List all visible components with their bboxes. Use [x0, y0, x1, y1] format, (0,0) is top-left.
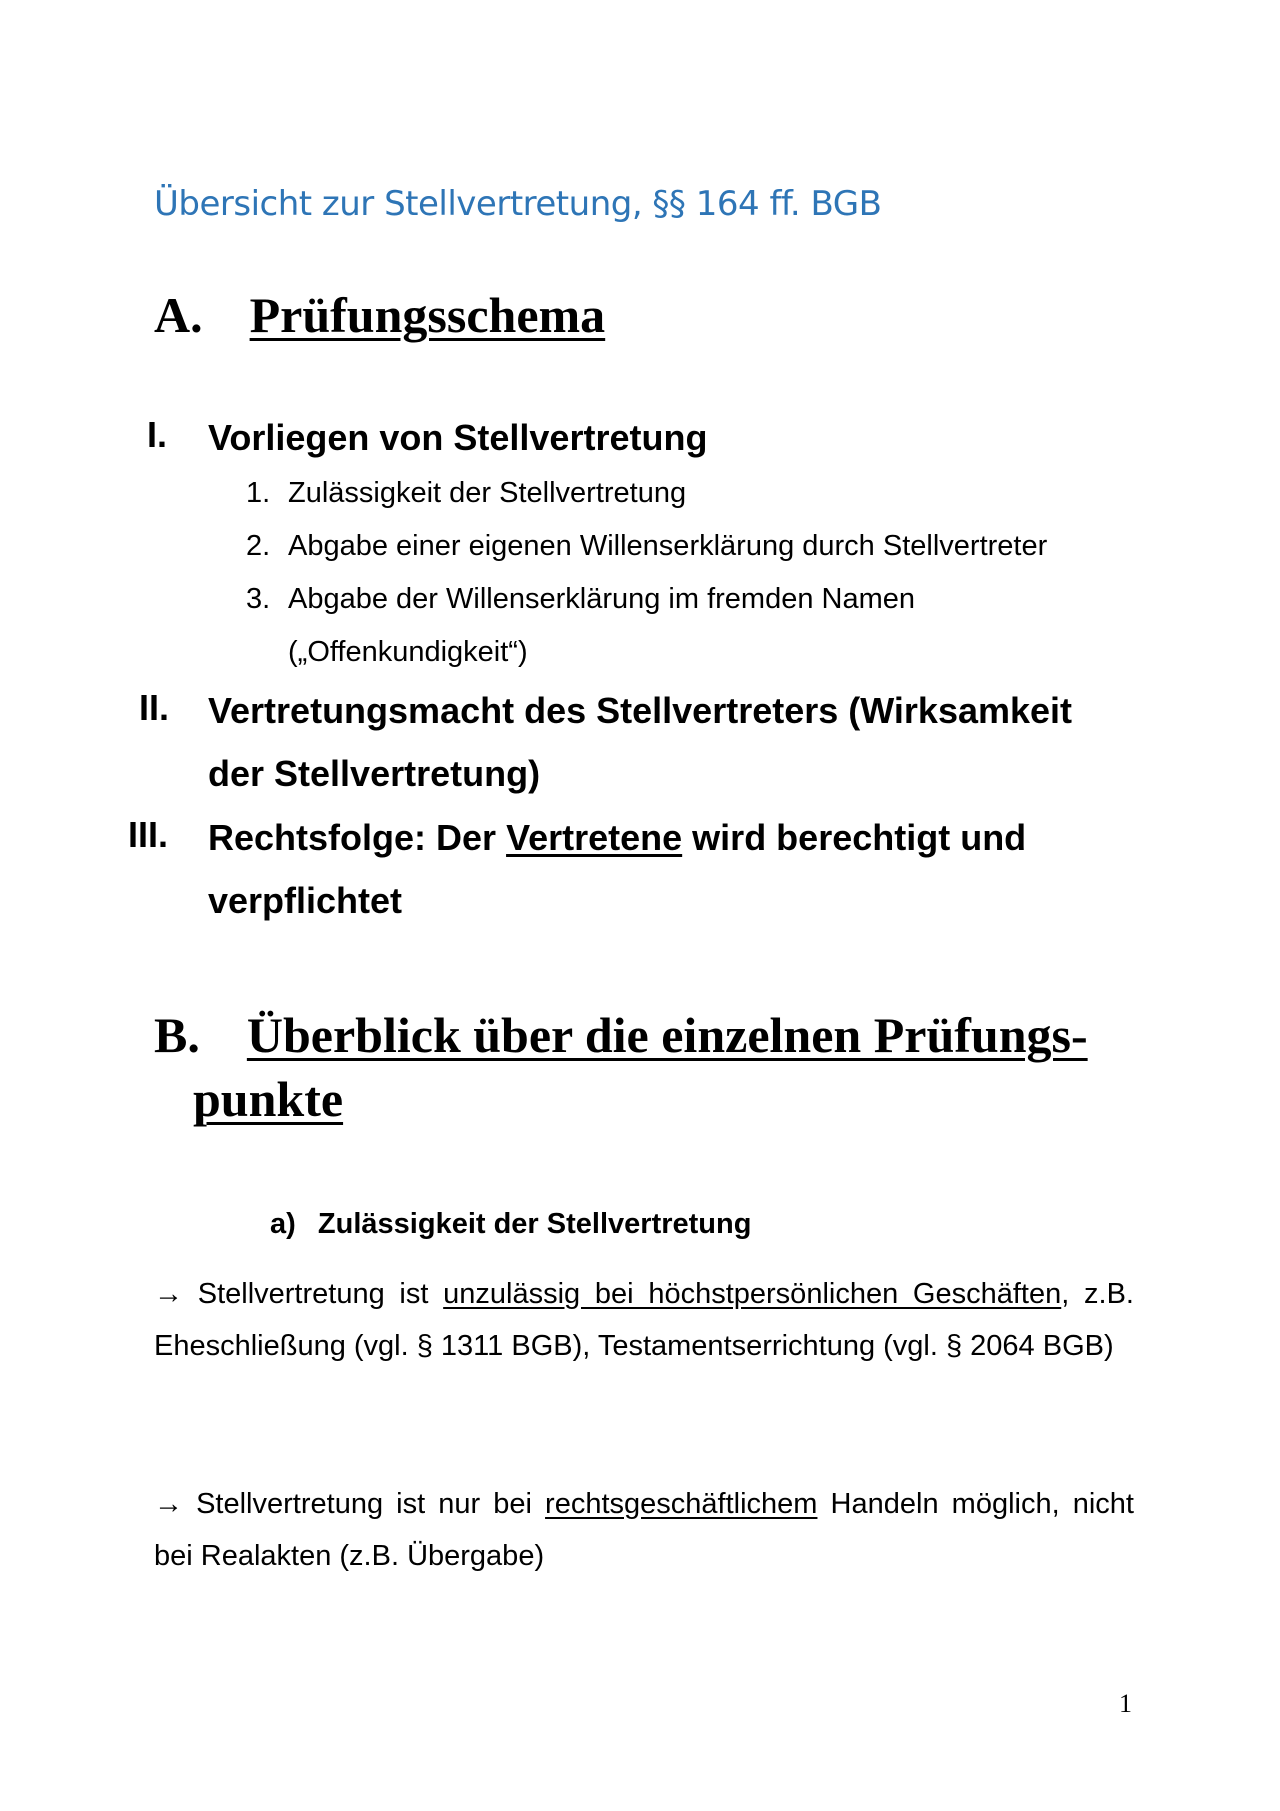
item-ii-numeral: II.: [139, 687, 170, 728]
section-b-heading-line2: [193, 1070, 343, 1128]
item-iii-text-before: Rechtsfolge: Der: [208, 817, 507, 858]
section-b-heading-line1: [154, 1006, 1088, 1064]
subsection-a-title: Zulässigkeit der Stellvertretung: [317, 1208, 752, 1240]
subitem-3-continuation: („Offenkundigkeit“): [288, 636, 528, 668]
paragraph-1-after: , z.B. Eheschließung (vgl. § 1311 BGB), Testamentserrichtung (vgl. § 2064 BGB): [154, 1278, 1134, 1362]
subitem-2-number: 2.: [246, 530, 271, 562]
item-i-text: Vorliegen von Stellvertretung: [208, 417, 708, 458]
subitem-3-text: Abgabe der Willenserklärung im fremden Namen: [288, 583, 916, 615]
item-iii-text-after: wird berechtigt und verpflichtet: [208, 817, 1027, 921]
subitem-2-text: Abgabe einer eigenen Willenserklärung durch Stellvertreter: [288, 530, 1048, 562]
subsection-a-marker: a): [270, 1208, 296, 1240]
item-iii-text: [208, 806, 1108, 932]
paragraph-1-before: Stellvertretung ist: [183, 1278, 444, 1310]
subitem-1-text: Zulässigkeit der Stellvertretung: [288, 477, 687, 509]
section-b-title-line2: punkte: [193, 1071, 344, 1127]
arrow-icon: →: [154, 1488, 183, 1520]
document-title: Übersicht zur Stellvertretung, §§ 164 ff. BGB: [154, 184, 882, 224]
subsection-a-heading: [270, 1208, 751, 1241]
paragraph-2-before: Stellvertretung ist nur bei: [183, 1488, 546, 1520]
paragraph-1: [154, 1268, 1134, 1372]
section-a-title: Prüfungsschema: [249, 287, 606, 343]
item-ii-text: Vertretungsmacht des Stellvertreters (Wirksamkeit der Stellvertretung): [208, 690, 1073, 794]
section-b-marker: B.: [154, 1007, 200, 1063]
subitem-1-number: 1.: [246, 477, 271, 509]
page-number: 1: [1119, 1689, 1132, 1718]
section-a-heading: [154, 286, 605, 344]
arrow-icon: →: [154, 1278, 183, 1310]
paragraph-2-underlined: rechtsgeschäftlichem: [545, 1488, 818, 1520]
item-iii-underlined: Vertretene: [506, 817, 683, 858]
section-a-marker: A.: [154, 287, 203, 343]
paragraph-1-underlined: unzulässig bei höchstpersönlichen Geschäften: [443, 1278, 1062, 1310]
subitem-3-number: 3.: [246, 583, 271, 615]
item-i-numeral: I.: [147, 414, 168, 455]
section-b-title-line1: Überblick über die einzelnen Prüfungs-: [246, 1007, 1088, 1063]
paragraph-2-after: Handeln möglich, nicht bei Realakten (z.B. Übergabe): [154, 1488, 1134, 1572]
paragraph-2: [154, 1478, 1134, 1582]
item-iii-numeral: III.: [128, 814, 169, 855]
